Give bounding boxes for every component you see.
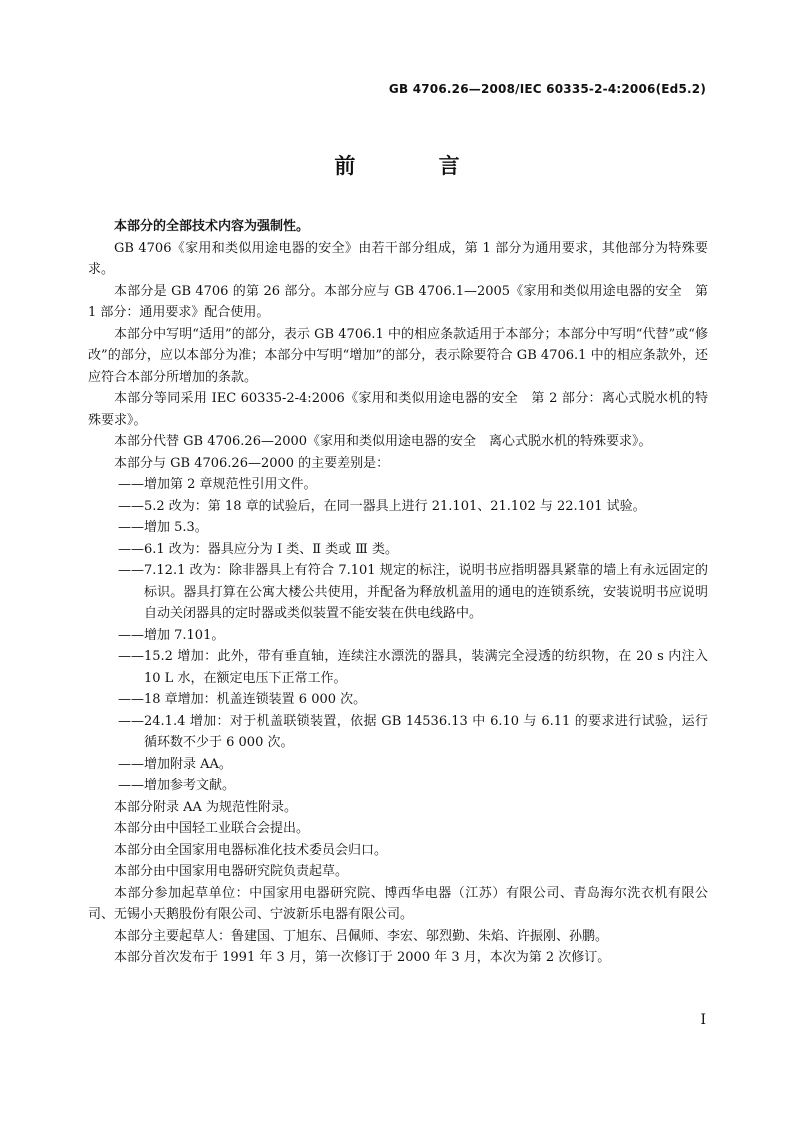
paragraph: 本部分由全国家用电器标准化技术委员会归口。 <box>114 842 388 858</box>
paragraph: 本部分首次发布于 1991 年 3 月，第一次修订于 2000 年 3 月，本次为第 2 次修订。 <box>114 950 611 965</box>
paragraph: 本部分附录 AA 为规范性附录。 <box>114 799 298 815</box>
change-item: ——增加第 2 章规范性引用文件。 <box>118 477 317 492</box>
page-title: 前 言 <box>334 154 498 178</box>
page-number: I <box>700 1012 706 1028</box>
paragraph: 本部分由中国轻工业联合会提出。 <box>114 821 310 836</box>
paragraph: 本部分参加起草单位：中国家用电器研究院、博西华电器（江苏）有限公司、青岛海尔洗衣机有限公司、无锡小天鹅股份有限公司、宁波新乐电器有限公司。 <box>88 885 708 922</box>
paragraph: 本部分等同采用 IEC 60335-2-4:2006《家用和类似用途电器的安全 第 2 部分：离心式脱水机的特殊要求》。 <box>88 391 708 428</box>
paragraph: 本部分与 GB 4706.26—2000 的主要差别是： <box>114 455 390 471</box>
change-item: ——增加 7.101。 <box>118 627 225 643</box>
change-item: ——增加参考文献。 <box>118 778 236 793</box>
page-header: GB 4706.26—2008/IEC 60335-2-4:2006(Ed5.2) <box>388 82 706 96</box>
change-item: ——15.2 增加：此外，带有垂直轴，连续注水漂洗的器具，装满完全浸透的纺织物，在 20 s 内注入 10 L 水，在额定电压下正常工作。 <box>118 649 708 686</box>
paragraph: 本部分主要起草人：鲁建国、丁旭东、吕佩师、李宏、邬烈勤、朱焰、许振刚、孙鹏。 <box>114 928 609 944</box>
paragraph: GB 4706《家用和类似用途电器的安全》由若干部分组成，第 1 部分为通用要求，其他部分为特殊要求。 <box>88 240 708 277</box>
change-item: ——18 章增加：机盖连锁装置 6 000 次。 <box>118 692 367 707</box>
change-item: ——增加 5.3。 <box>118 520 208 535</box>
paragraph: 本部分中写明“适用”的部分，表示 GB 4706.1 中的相应条款适用于本部分；本部分中写明“代替”或“修改”的部分，应以本部分为准；本部分中写明“增加”的部分，表示除要符合 GB 4706.1 中的相应条款外，还应符合本部分所增加的条款。 <box>88 326 708 385</box>
change-item: ——增加附录 AA。 <box>118 756 232 772</box>
change-item: ——7.12.1 改为：除非器具上有符合 7.101 规定的标注，说明书应指明器具紧靠的墙上有永远固定的标识。器具打算在公寓大楼公共使用，并配备为释放机盖用的通电的连锁系统，安装说明书应说明自动关闭器具的定时器或类似装置不能安装在供电线路中。 <box>118 563 708 621</box>
mandatory-statement: 本部分的全部技术内容为强制性。 <box>114 219 310 234</box>
change-item: ——5.2 改为：第 18 章的试验后，在同一器具上进行 21.101、21.102 与 22.101 试验。 <box>118 498 646 514</box>
preface-body <box>88 216 708 969</box>
paragraph: 本部分是 GB 4706 的第 26 部分。本部分应与 GB 4706.1—2005《家用和类似用途电器的安全 第 1 部分：通用要求》配合使用。 <box>88 283 708 320</box>
change-item: ——24.1.4 增加：对于机盖联锁装置，依据 GB 14536.13 中 6.10 与 6.11 的要求进行试验，运行循环数不少于 6 000 次。 <box>118 713 708 750</box>
paragraph: 本部分代替 GB 4706.26—2000《家用和类似用途电器的安全 离心式脱水机的特殊要求》。 <box>114 434 652 449</box>
change-item: ——6.1 改为：器具应分为 Ⅰ 类、Ⅱ 类或 Ⅲ 类。 <box>118 541 398 557</box>
paragraph: 本部分由中国家用电器研究院负责起草。 <box>114 864 349 879</box>
